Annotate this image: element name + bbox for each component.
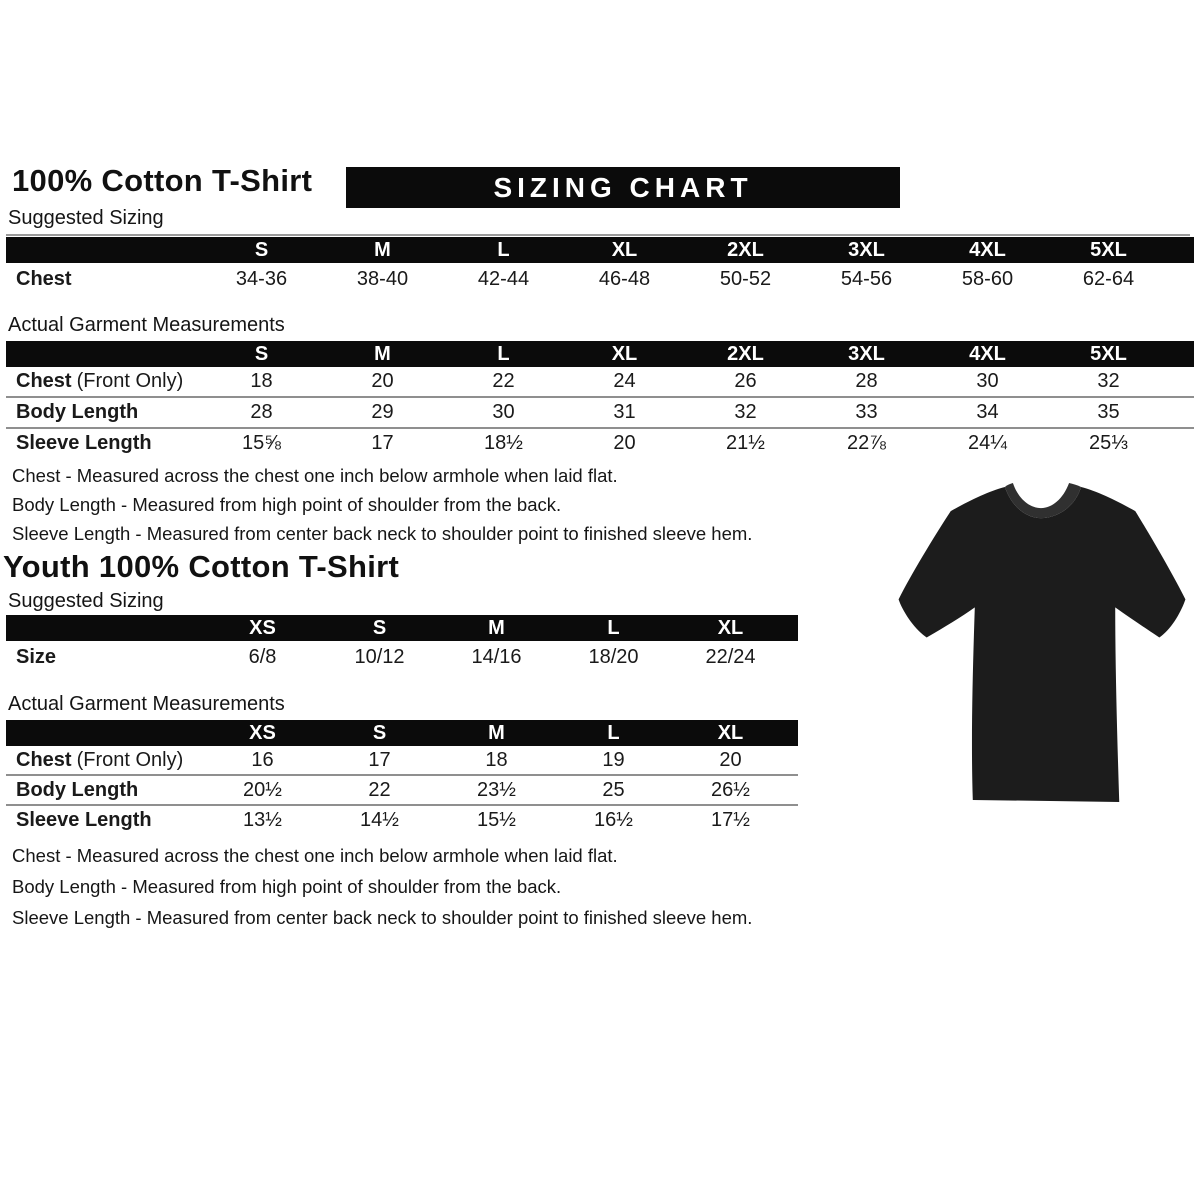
cell: 25 [602, 778, 625, 801]
cell: 54-56 [840, 268, 893, 290]
cell: 21½ [726, 432, 765, 454]
cell: 28 [855, 370, 878, 392]
row-label: Chest (Front Only) [16, 748, 184, 771]
youth-suggested-sizing-label: Suggested Sizing [6, 590, 795, 619]
col-header: M [374, 342, 391, 365]
cell: 20 [719, 748, 742, 771]
row-label: Sleeve Length [16, 432, 152, 454]
row-label-suffix: (Front Only) [76, 748, 184, 771]
cell: 24¼ [968, 432, 1007, 454]
table-row [6, 641, 798, 673]
adult-suggested-header-row [6, 237, 1194, 263]
col-header: L [607, 616, 620, 639]
cell: 20 [613, 432, 636, 454]
col-header: XL [611, 342, 638, 365]
col-header: XL [717, 616, 744, 639]
cell: 17 [371, 432, 394, 454]
cell: 32 [734, 401, 757, 423]
cell: 29 [371, 401, 394, 423]
cell: 10/12 [354, 645, 405, 668]
note-line: Sleeve Length - Measured from center back neck to shoulder point to finished sleeve hem. [12, 907, 753, 928]
cell: 22 [368, 778, 391, 801]
col-header: 2XL [727, 342, 764, 365]
adult-actual-table [6, 341, 1194, 458]
col-header: XL [717, 721, 744, 744]
cell: 22⅞ [847, 432, 886, 454]
row-label: Chest (Front Only) [16, 370, 184, 392]
cell: 18 [485, 748, 508, 771]
col-header: 3XL [848, 342, 885, 365]
note-line: Body Length - Measured from high point of shoulder from the back. [12, 494, 562, 515]
cell: 16½ [594, 808, 633, 831]
cell: 46-48 [598, 268, 651, 290]
note-line: Chest - Measured across the chest one inch below armhole when laid flat. [12, 845, 618, 866]
cell: 25⅓ [1089, 432, 1128, 454]
cell: 62-64 [1082, 268, 1135, 290]
adult-suggested-table [6, 237, 1194, 296]
cell: 33 [855, 401, 878, 423]
col-header: 2XL [727, 238, 764, 261]
row-label: Chest [16, 268, 72, 290]
cell: 17½ [711, 808, 750, 831]
col-header: XS [249, 616, 276, 639]
col-header: S [254, 342, 269, 365]
cell: 26 [734, 370, 757, 392]
row-label: Body Length [16, 778, 139, 801]
youth-actual-table [6, 720, 798, 834]
cell: 19 [602, 748, 625, 771]
row-label: Body Length [16, 401, 139, 423]
cell: 14½ [360, 808, 399, 831]
cell: 34-36 [235, 268, 288, 290]
cell: 16 [251, 748, 274, 771]
cell: 15⅝ [242, 432, 281, 454]
table-row [6, 263, 1194, 296]
table-row [6, 427, 1194, 458]
adult-actual-header-row [6, 341, 1194, 367]
adult-title: 100% Cotton T-Shirt [12, 163, 313, 198]
cell: 30 [976, 370, 999, 392]
row-label: Sleeve Length [16, 808, 152, 831]
col-header: M [374, 238, 391, 261]
cell: 23½ [477, 778, 516, 801]
note-line: Body Length - Measured from high point of shoulder from the back. [12, 876, 562, 897]
note-line: Chest - Measured across the chest one inch below armhole when laid flat. [12, 465, 618, 486]
cell: 24 [613, 370, 636, 392]
cell: 6/8 [248, 645, 277, 668]
table-row [6, 396, 1194, 427]
tshirt-body-shape [899, 487, 1186, 802]
sizing-chart-banner-text: SIZING CHART [493, 171, 753, 203]
cell: 13½ [243, 808, 282, 831]
adult-actual-measurements-label: Actual Garment Measurements [6, 314, 1190, 343]
cell: 18 [250, 370, 273, 392]
cell: 42-44 [477, 268, 530, 290]
col-header: M [488, 721, 505, 744]
youth-actual-header-row [6, 720, 798, 746]
row-label-suffix: (Front Only) [76, 370, 184, 392]
adult-suggested-sizing-label: Suggested Sizing [6, 207, 1190, 236]
col-header: S [254, 238, 269, 261]
cell: 15½ [477, 808, 516, 831]
cell: 28 [250, 401, 273, 423]
cell: 22/24 [705, 645, 756, 668]
table-row [6, 367, 1194, 396]
col-header: M [488, 616, 505, 639]
cell: 20 [371, 370, 394, 392]
youth-measurement-notes [12, 840, 752, 933]
cell: 50-52 [719, 268, 772, 290]
col-header: S [372, 616, 387, 639]
col-header: S [372, 721, 387, 744]
cell: 35 [1097, 401, 1120, 423]
col-header: XL [611, 238, 638, 261]
cell: 18½ [484, 432, 523, 454]
cell: 38-40 [356, 268, 409, 290]
cell: 31 [613, 401, 636, 423]
col-header: L [497, 342, 510, 365]
cell: 20½ [243, 778, 282, 801]
note-line: Sleeve Length - Measured from center back neck to shoulder point to finished sleeve hem. [12, 523, 753, 544]
cell: 14/16 [471, 645, 522, 668]
row-label: Size [16, 645, 57, 668]
adult-measurement-notes [12, 461, 752, 548]
col-header: 4XL [969, 238, 1006, 261]
youth-suggested-table [6, 615, 798, 673]
table-row [6, 804, 798, 834]
col-header: 5XL [1090, 238, 1127, 261]
sizing-chart-banner [346, 167, 900, 208]
table-row [6, 746, 798, 774]
col-header: XS [249, 721, 276, 744]
youth-actual-measurements-label: Actual Garment Measurements [6, 693, 795, 722]
cell: 58-60 [961, 268, 1014, 290]
col-header: 3XL [848, 238, 885, 261]
col-header: 5XL [1090, 342, 1127, 365]
cell: 34 [976, 401, 999, 423]
col-header: L [497, 238, 510, 261]
youth-suggested-header-row [6, 615, 798, 641]
table-row [6, 774, 798, 804]
cell: 30 [492, 401, 515, 423]
cell: 26½ [711, 778, 750, 801]
cell: 32 [1097, 370, 1120, 392]
youth-title: Youth 100% Cotton T-Shirt [3, 549, 400, 584]
col-header: 4XL [969, 342, 1006, 365]
tshirt-image [888, 477, 1195, 813]
col-header: L [607, 721, 620, 744]
cell: 18/20 [588, 645, 639, 668]
cell: 22 [492, 370, 515, 392]
cell: 17 [368, 748, 391, 771]
